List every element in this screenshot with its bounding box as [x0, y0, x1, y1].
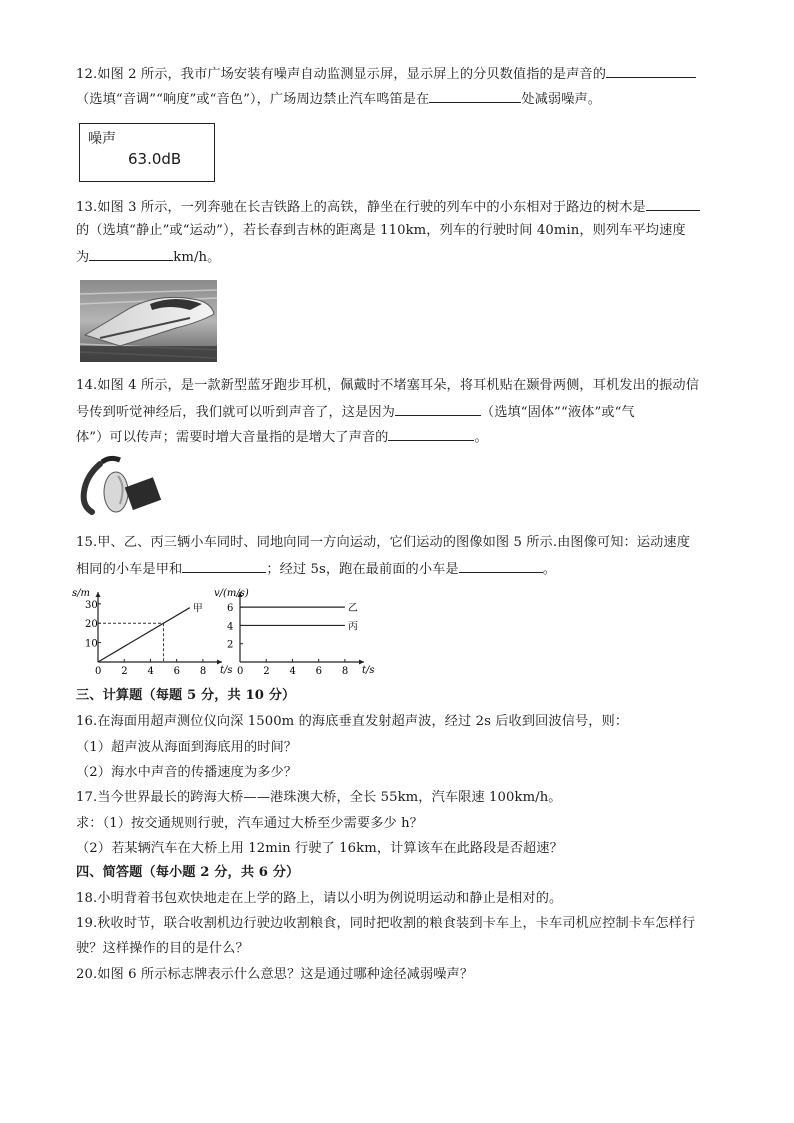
answer-blank[interactable]	[459, 559, 543, 573]
series-line-0	[98, 608, 190, 662]
x-axis-label: t/s	[220, 665, 233, 676]
x-tick-label: 2	[121, 666, 128, 677]
noise-display-figure	[79, 123, 215, 182]
y-tick-label: 20	[85, 619, 98, 631]
q17-part1: 求：（1）按交通规则行驶，汽车通过大桥至少需要多少 h？	[76, 816, 423, 831]
y-tick-label: 6	[227, 603, 234, 615]
y-axis-label: s/m	[72, 588, 90, 599]
series-label: 乙	[347, 603, 358, 615]
answer-blank[interactable]	[395, 402, 481, 416]
q15-line2: 相同的小车是甲和 ；经过 5s，跑在最前面的小车是 。	[76, 559, 556, 579]
x-tick-label: 8	[341, 666, 349, 677]
q18-text: 18.小明背着书包欢快地走在上学的路上，请以小明为例说明运动和静止是相对的。	[76, 891, 563, 906]
q19-line2: 驶？这样操作的目的是什么？	[76, 941, 249, 956]
noise-display-value: 63.0dB	[128, 150, 182, 168]
x-axis-arrow	[217, 660, 222, 665]
y-axis-arrow	[96, 592, 101, 597]
q16-part1: （1）超声波从海面到海底用的时间？	[76, 740, 298, 755]
q13-line2: 的（选填“静止”或“运动”），若长春到吉林的距离是 110km，列车的行驶时间 40min，则列车平均速度	[76, 223, 686, 238]
series-label: 甲	[192, 603, 203, 615]
q19-line1: 19.秋收时节，联合收割机边行驶边收割粮食，同时把收割的粮食装到卡车上，卡车司机应控制卡车怎样行	[76, 916, 696, 931]
q14-line3: 体”）可以传声；需要时增大音量指的是增大了声音的 。	[76, 427, 488, 447]
noise-display-label: 噪声	[88, 131, 116, 147]
y-tick-label: 4	[227, 621, 234, 633]
x-tick-label: 6	[315, 666, 323, 677]
x-tick-label: 8	[199, 666, 207, 677]
x-axis-arrow	[359, 660, 364, 665]
y-tick-label: 30	[85, 599, 98, 611]
q13-line1: 13.如图 3 所示，一列奔驰在长吉铁路上的高铁，静坐在行驶的列车中的小东相对于路边的树木是	[76, 197, 700, 217]
answer-blank[interactable]	[606, 64, 696, 78]
x-tick-label: 6	[173, 666, 181, 677]
section-calculation-title: 三、计算题（每题 5 分，共 10 分）	[76, 688, 296, 703]
q17-part2: （2）若某辆汽车在大桥上用 12min 行驶了 16km，计算该车在此路段是否超速？	[76, 841, 563, 856]
q16-text: 16.在海面用超声测位仪向深 1500m 的海底垂直发射超声波，经过 2s 后收到回波信号，则：	[76, 714, 629, 729]
answer-blank[interactable]	[646, 197, 700, 211]
q17-text: 17.当今世界最长的跨海大桥——港珠澳大桥，全长 55km，汽车限速 100km/h。	[76, 790, 562, 805]
q16-part2: （2）海水中声音的传播速度为多少？	[76, 765, 298, 780]
x-axis-label: t/s	[362, 665, 375, 676]
q14-line2: 号传到听觉神经后，我们就可以听到声音了，这是因为 （选填“固体”“液体”或“气	[76, 402, 635, 422]
answer-blank[interactable]	[89, 247, 173, 261]
q12-line2: （选填“音调”“响度”或“音色”），广场周边禁止汽车鸣笛是在 处减弱噪声。	[76, 89, 601, 109]
x-tick-label: 4	[147, 666, 154, 677]
y-tick-label: 10	[85, 638, 98, 650]
high-speed-train-photo	[80, 280, 217, 362]
y-axis-label: v/(m/s)	[214, 588, 249, 599]
q15-line1: 15.甲、乙、丙三辆小车同时、同地向同一方向运动，它们运动的图像如图 5 所示.由图像可知：运动速度	[76, 535, 690, 550]
x-tick-label: 0	[95, 666, 102, 677]
bone-conduction-headphone-photo	[72, 454, 160, 526]
q14-line1: 14.如图 4 所示，是一款新型蓝牙跑步耳机，佩戴时不堵塞耳朵，将耳机贴在颞骨两侧，耳机发出的振动信	[76, 378, 699, 393]
q20-text: 20.如图 6 所示标志牌表示什么意思？这是通过哪种途径减弱噪声？	[76, 967, 474, 982]
q12-line1: 12.如图 2 所示，我市广场安装有噪声自动监测显示屏，显示屏上的分贝数值指的是声音的	[76, 64, 696, 84]
x-tick-label: 4	[289, 666, 296, 677]
answer-blank[interactable]	[429, 89, 521, 103]
x-tick-label: 2	[263, 666, 270, 677]
x-tick-label: 0	[237, 666, 244, 677]
answer-blank[interactable]	[388, 427, 474, 441]
q13-line3: 为 km/h。	[76, 247, 220, 267]
answer-blank[interactable]	[182, 559, 266, 573]
series-label: 丙	[347, 621, 358, 633]
section-short-answer-title: 四、简答题（每小题 2 分，共 6 分）	[76, 865, 300, 880]
v-t-graph	[214, 584, 378, 684]
y-tick-label: 2	[227, 639, 234, 651]
